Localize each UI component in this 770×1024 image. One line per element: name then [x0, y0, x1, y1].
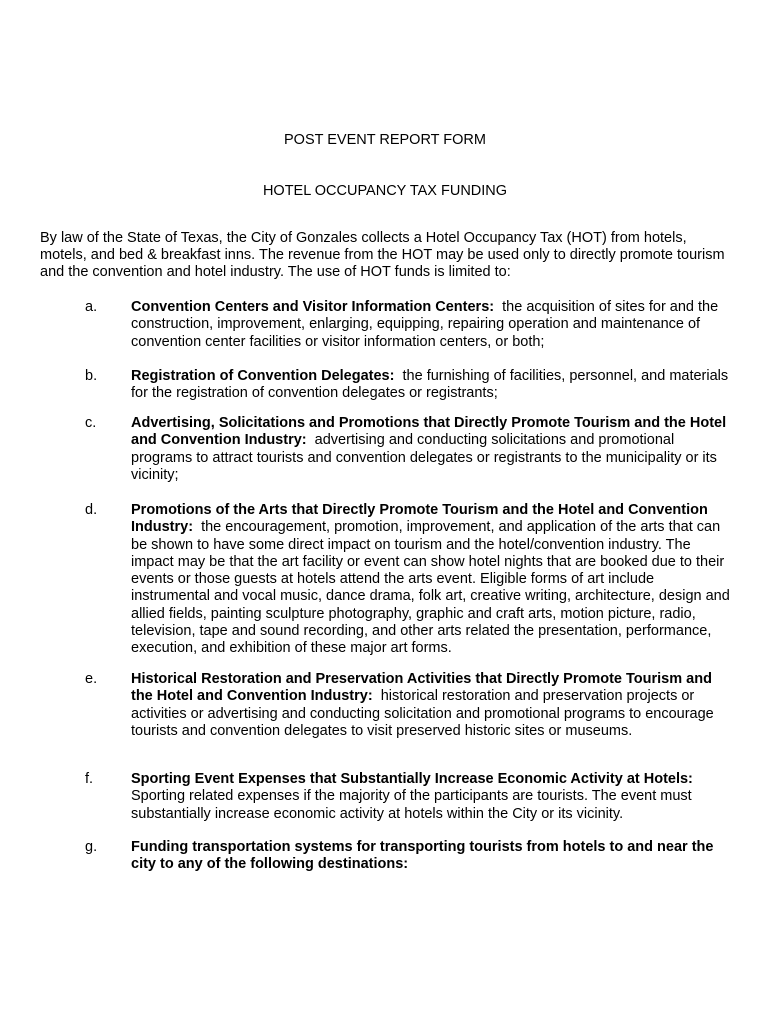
list-item-letter: f. — [85, 771, 94, 787]
document-title: POST EVENT REPORT FORM — [284, 132, 486, 148]
list-item-letter: e. — [85, 671, 98, 687]
intro-paragraph: By law of the State of Texas, the City of Gonzales collects a Hotel Occupancy Tax (HOT) from hotels, motels, and bed & breakfast inns. The revenue from the HOT may be used only to directly promote tourism and the convention and hotel industry. The use of HOT funds is limited to: — [40, 230, 725, 280]
list-item-body — [131, 671, 731, 740]
list-item-text: the encouragement, promotion, improvement, and application of the arts that can be shown to have some direct impact on tourism and the hotel/convention industry. The impact may be that the art facility or event can show hotel nights that are booked due to their events or those guests at hotels attend the arts event. Eligible forms of art include instrumental and vocal music, dance drama, folk art, creative writing, architecture, design and allied fields, painting sculpture photography, graphic and craft arts, motion picture, radio, television, tape and sound recording, and other arts related the presentation, performance, execution, and exhibition of these major art forms. — [131, 519, 730, 657]
list-item-body — [131, 771, 731, 823]
list-item-body — [131, 502, 731, 658]
list-item-letter: c. — [85, 415, 97, 431]
list-item-heading: Advertising, Solicitations and Promotions that Directly Promote Tourism and the Hotel and Convention Industry: — [131, 415, 727, 449]
list-item-body — [131, 415, 731, 484]
list-item-heading: Convention Centers and Visitor Information Centers: — [131, 299, 495, 315]
list-item-body — [131, 368, 731, 403]
list-item-text: the acquisition of sites for and the construction, improvement, enlarging, equipping, repairing operation and maintenance of convention center facilities or visitor information centers, or both; — [131, 299, 719, 350]
list-item-heading: Funding transportation systems for transporting tourists from hotels to and near the city to any of the following destinations: — [131, 839, 714, 873]
list-item-heading: Registration of Convention Delegates: — [131, 368, 395, 384]
list-item-text: the furnishing of facilities, personnel, and materials for the registration of convention delegates or registrants; — [131, 368, 729, 402]
document-subtitle: HOTEL OCCUPANCY TAX FUNDING — [262, 183, 508, 199]
list-item-letter: g. — [85, 839, 98, 855]
list-item-text: advertising and conducting solicitations and promotional programs to attract tourists and convention delegates or registrants to the municipality or its vicinity; — [131, 432, 717, 483]
list-item-body — [131, 299, 731, 351]
list-item-text: historical restoration and preservation projects or activities or advertising and conducting solicitation and promotional programs to encourage tourists and convention delegates to visit preserved historic sites or museums. — [131, 688, 714, 739]
list-item-heading: Historical Restoration and Preservation Activities that Directly Promote Tourism and the Hotel and Convention Industry: — [131, 671, 712, 705]
list-item-heading: Promotions of the Arts that Directly Promote Tourism and the Hotel and Convention Industry: — [131, 502, 708, 536]
list-item-letter: b. — [85, 368, 98, 384]
list-item-letter: a. — [85, 299, 98, 315]
list-item-body — [131, 839, 731, 874]
list-item-letter: d. — [85, 502, 98, 518]
list-item-heading: Sporting Event Expenses that Substantially Increase Economic Activity at Hotels: — [131, 771, 693, 787]
list-item-text: Sporting related expenses if the majority of the participants are tourists. The event must substantially increase economic activity at hotels within the City or its vicinity. — [131, 788, 692, 822]
